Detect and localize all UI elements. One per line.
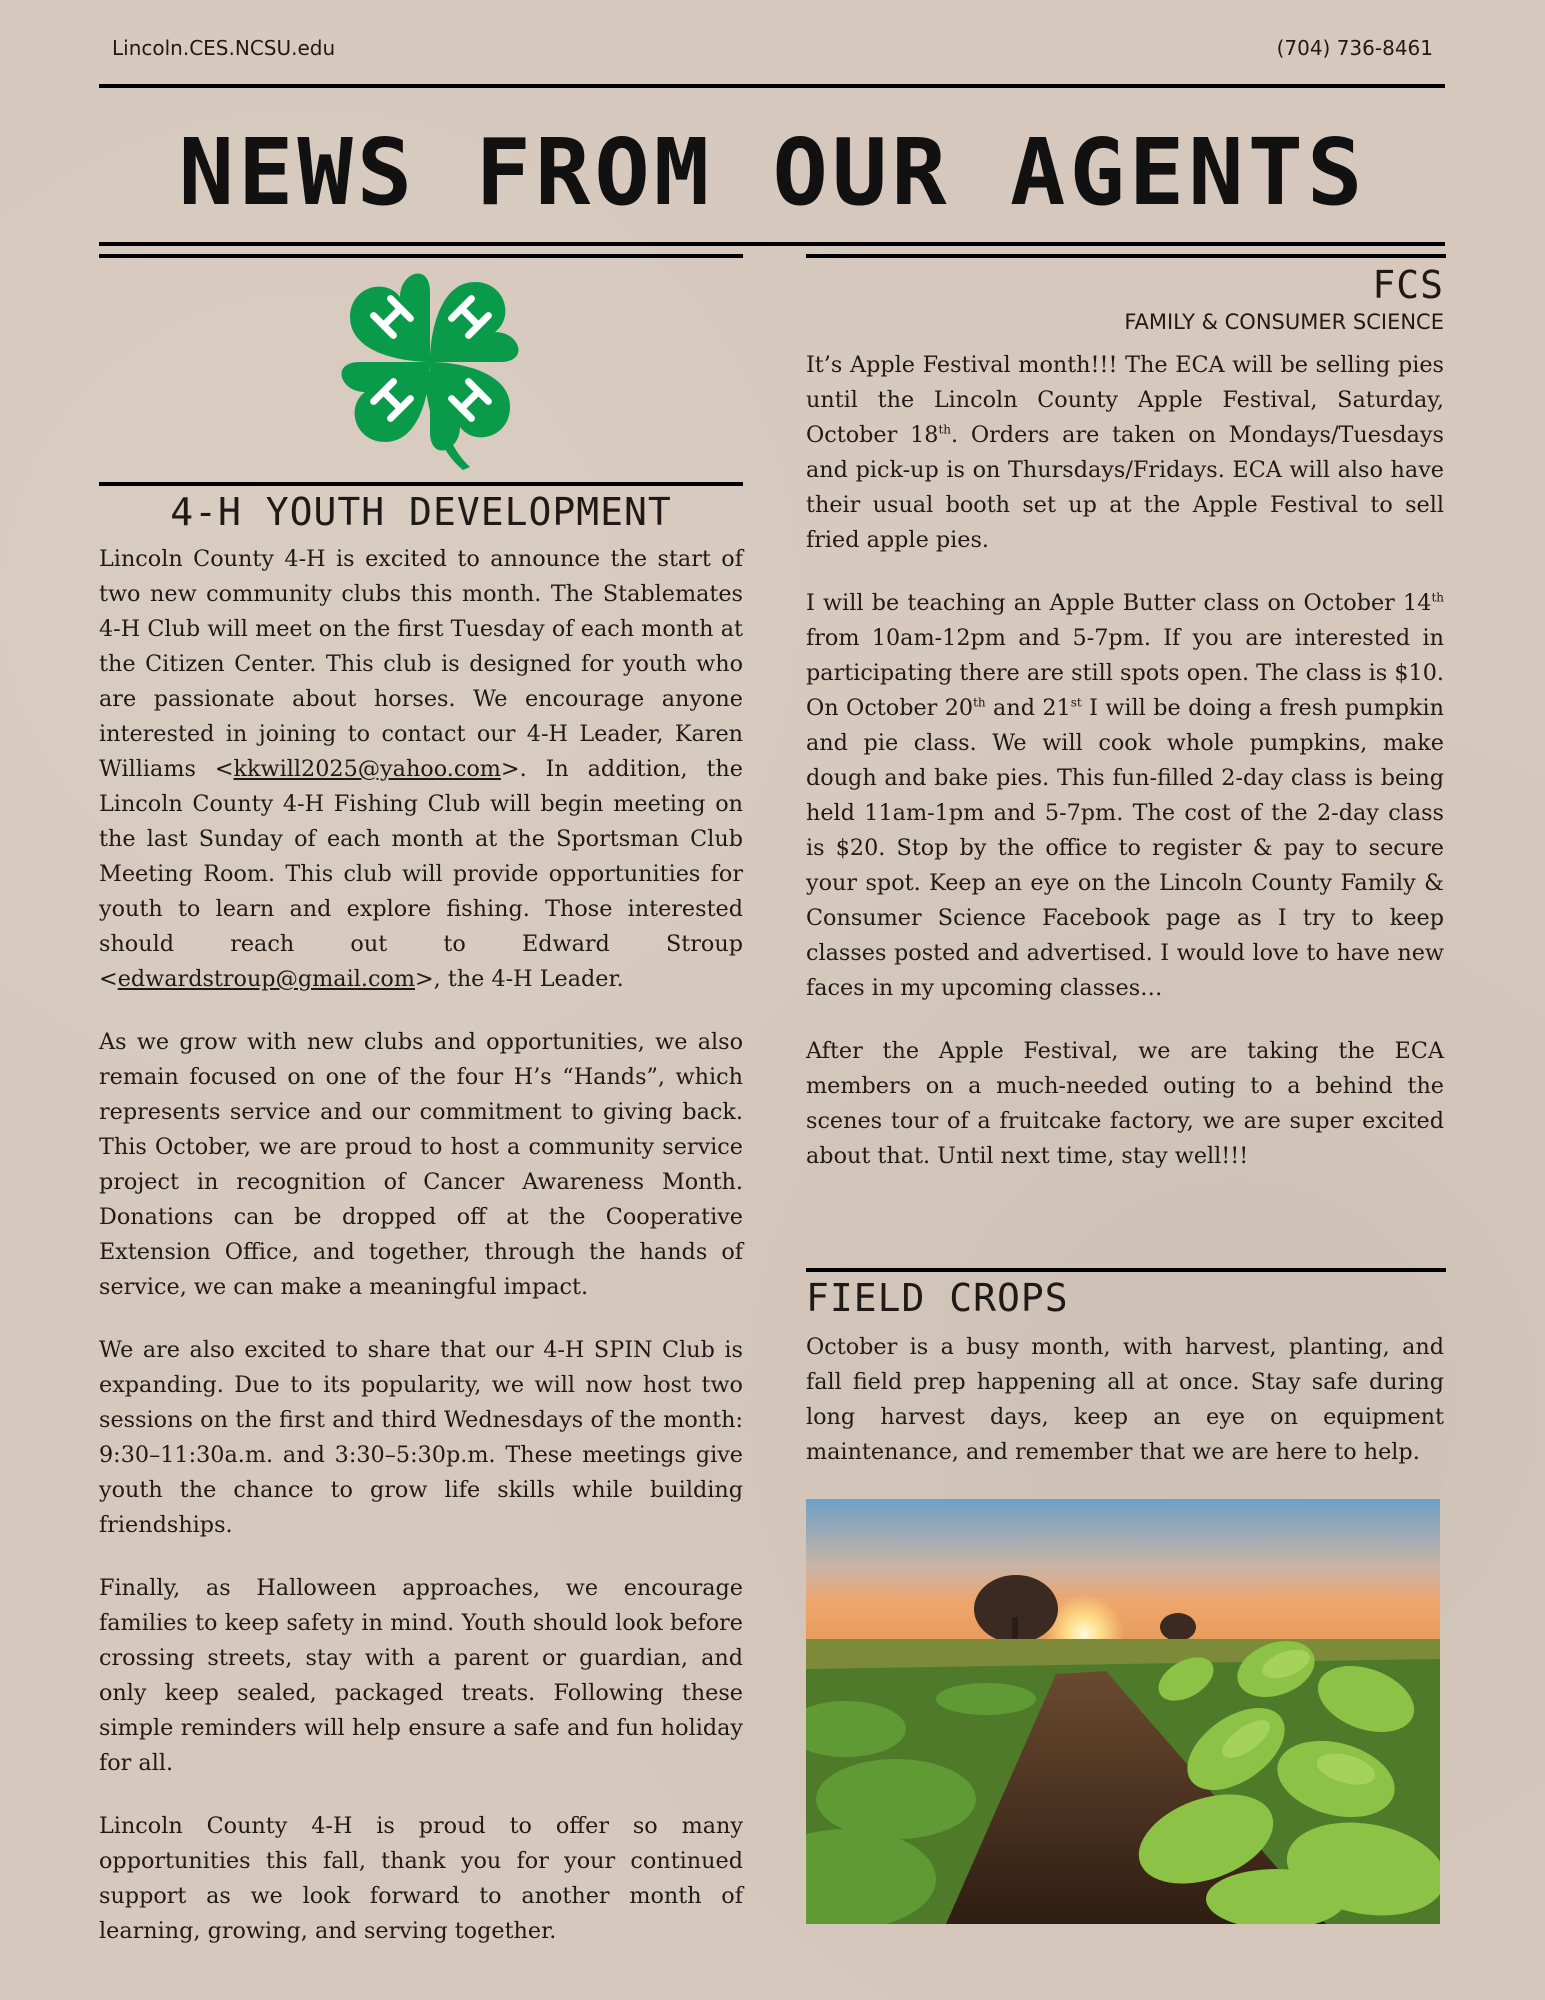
email-link-karen[interactable]: kkwill2025@yahoo.com <box>233 756 501 782</box>
fcs-p2-text-d: I will be doing a fresh pumpkin and pie class. We will cook whole pumpkins, make dough and bake pies. This fun-filled 2-day class is being held 11am-1pm and 5-7pm. The cost of the 2-day class is $20. Stop by the office to register & pay to secure your spot. Keep an eye on the Lincoln County Family & Consumer Science Facebook page as I try to keep classes posted and advertised. I would love to have new faces in my upcoming classes… <box>806 695 1444 1001</box>
field-crops-rule <box>806 1268 1446 1272</box>
youth-paragraph-1 <box>99 542 743 997</box>
fcs-subtitle: FAMILY & CONSUMER SCIENCE <box>1124 310 1444 334</box>
fcs-p2-sup-2: th <box>973 695 986 710</box>
header-rule-top <box>99 84 1445 88</box>
fcs-column <box>806 262 1444 1202</box>
youth-development-column <box>99 490 743 1977</box>
fcs-p2-sup-3: st <box>1070 695 1082 710</box>
youth-paragraph-5: Lincoln County 4-H is proud to offer so many opportunities this fall, thank you for your continued support as we look forward to another month of learning, growing, and serving together. <box>99 1813 743 1944</box>
youth-p1-text-c: >, the 4-H Leader. <box>415 966 624 992</box>
fcs-paragraph-3: After the Apple Festival, we are taking the ECA members on a much-needed outing to a behind the scenes tour of a fruitcake factory, we are super excited about that. Until next time, stay well!!! <box>806 1038 1444 1169</box>
masthead-title: NEWS FROM OUR AGENTS <box>178 119 1367 226</box>
field-crops-column <box>806 1276 1444 1498</box>
youth-section-rule <box>99 482 743 486</box>
fcs-rule <box>806 254 1446 258</box>
fcs-p2-sup-1: th <box>1431 590 1444 605</box>
youth-p1-text-b: >. In addition, the Lincoln County 4-H Fishing Club will begin meeting on the last Sunday of each month at the Sportsman Club Meeting Room. This club will provide opportunities for youth to learn and explore fishing. Those interested should reach out to Edward Stroup < <box>99 756 743 992</box>
fcs-paragraph-1 <box>806 348 1444 558</box>
fcs-p1-sup: th <box>938 422 951 437</box>
4h-clover-icon <box>330 262 530 472</box>
fcs-paragraph-2 <box>806 586 1444 1006</box>
fcs-title: FCS <box>1372 263 1444 307</box>
left-column-rule <box>99 254 743 258</box>
phone-number: (704) 736-8461 <box>1276 36 1433 60</box>
field-crops-paragraph: October is a busy month, with harvest, planting, and fall field prep happening all at once. Stay safe during long harvest days, keep an eye on equipment maintenance, and remember that we are here to help. <box>806 1334 1444 1465</box>
youth-paragraph-3: We are also excited to share that our 4-H SPIN Club is expanding. Due to its popularity, we will now host two sessions on the first and third Wednesdays of the month: 9:30–11:30a.m. and 3:30–5:30p.m. These meetings give youth the chance to grow life skills while building friendships. <box>99 1337 743 1538</box>
website-url[interactable]: Lincoln.CES.NCSU.edu <box>112 36 336 60</box>
fcs-p2-text-c: and 21 <box>985 695 1071 721</box>
youth-paragraph-2: As we grow with new clubs and opportunities, we also remain focused on one of the four H’s “Hands”, which represents service and our commitment to giving back. This October, we are proud to host a community service project in recognition of Cancer Awareness Month. Donations can be dropped off at the Cooperative Extension Office, and together, through the hands of service, we can make a meaningful impact. <box>99 1029 743 1300</box>
youth-development-title: 4-H YOUTH DEVELOPMENT <box>170 490 672 534</box>
fcs-p1-text-a: It’s Apple Festival month!!! The ECA will be selling pies until the Lincoln County Apple Festival, Saturday, October 18 <box>806 352 1444 448</box>
youth-p1-text-a: Lincoln County 4-H is excited to announce the start of two new community clubs this month. The Stablemates 4-H Club will meet on the first Tuesday of each month at the Citizen Center. This club is designed for youth who are passionate about horses. We encourage anyone interested in joining to contact our 4-H Leader, Karen Williams < <box>99 546 743 782</box>
soybean-field-photo <box>806 1499 1440 1924</box>
fcs-p2-text-a: I will be teaching an Apple Butter class on October 14 <box>806 590 1432 616</box>
field-crops-title: FIELD CROPS <box>806 1276 1069 1320</box>
header-rule-bottom <box>99 242 1445 246</box>
fcs-p2-text-b: from 10am-12pm and 5-7pm. If you are interested in participating there are still spots open. The class is $10. On October 20 <box>806 625 1444 721</box>
fcs-p1-text-b: . Orders are taken on Mondays/Tuesdays and pick-up is on Thursdays/Fridays. ECA will also have their usual booth set up at the Apple Festival to sell fried apple pies. <box>806 422 1444 553</box>
youth-paragraph-4: Finally, as Halloween approaches, we encourage families to keep safety in mind. Youth should look before crossing streets, stay with a parent or guardian, and only keep sealed, packaged treats. Following these simple reminders will help ensure a safe and fun holiday for all. <box>99 1575 743 1776</box>
email-link-edward[interactable]: edwardstroup@gmail.com <box>117 966 415 992</box>
